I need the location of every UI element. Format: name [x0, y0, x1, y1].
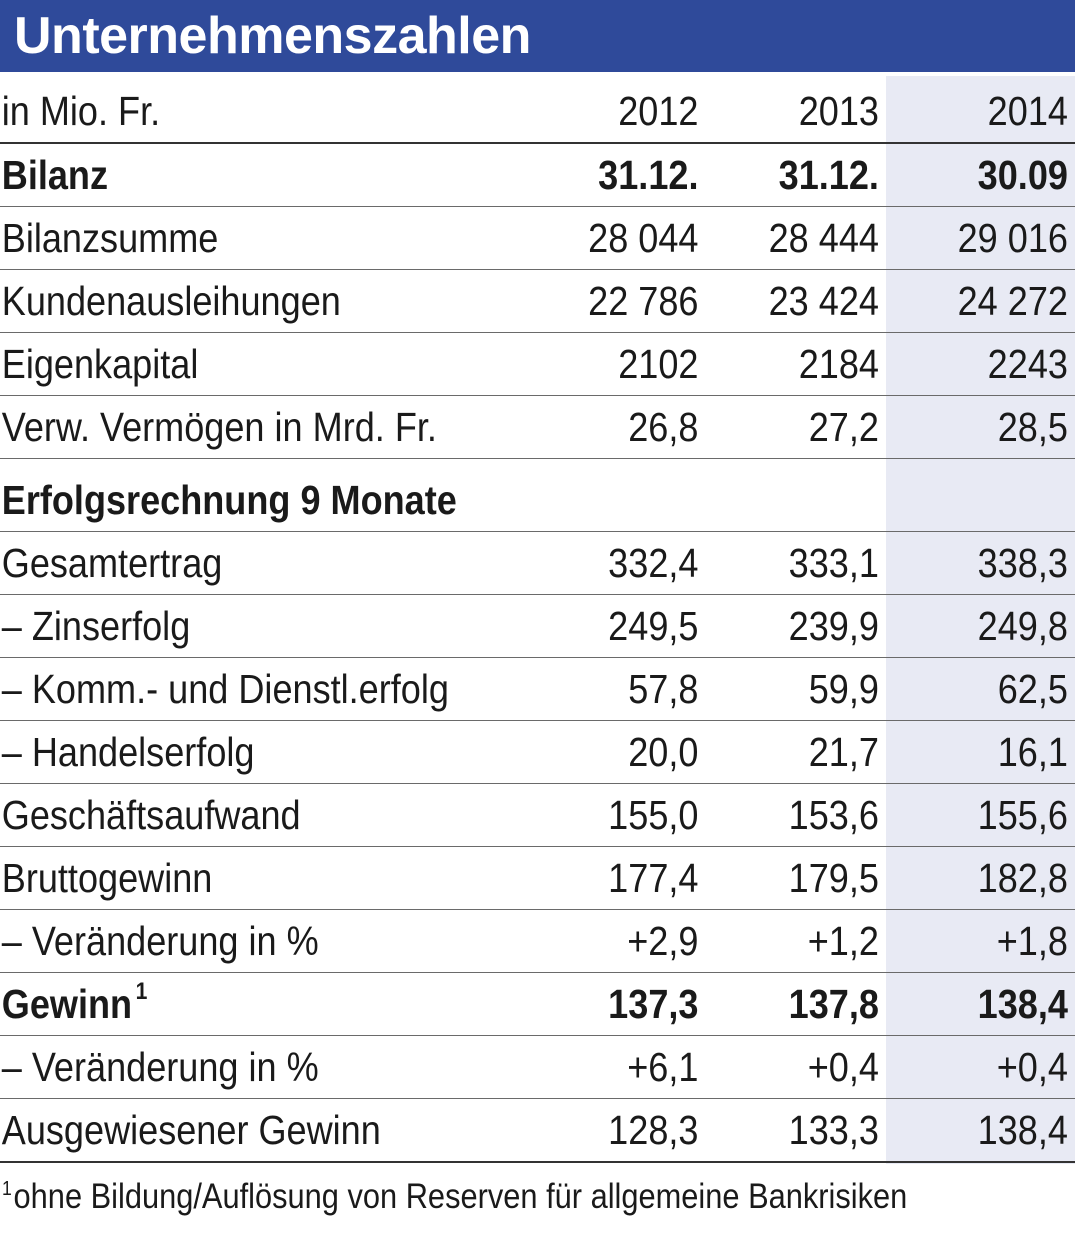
year-2014-header: 2014	[909, 76, 1075, 143]
bilanz-date-2012: 31.12.	[547, 143, 702, 207]
value-2012: 2102	[547, 333, 702, 396]
value-2014: +1,8	[909, 910, 1075, 973]
value-2012: 20,0	[547, 721, 702, 784]
value-2012: 26,8	[547, 396, 702, 459]
table-row	[0, 207, 1075, 270]
value-2013: 2184	[724, 333, 886, 396]
value-2012: +6,1	[547, 1036, 702, 1099]
table-row	[0, 910, 1075, 973]
row-label: – Zinserfolg	[0, 595, 463, 658]
value-2012: +2,9	[547, 910, 702, 973]
row-label: Gesamtertrag	[0, 532, 463, 595]
value-2012: 177,4	[547, 847, 702, 910]
table-row	[0, 595, 1075, 658]
gewinn-label-cell	[0, 973, 463, 1036]
value-2014: 29 016	[909, 207, 1075, 270]
page-title: Unternehmenszahlen	[14, 7, 531, 65]
table-row	[0, 784, 1075, 847]
row-label: Bruttogewinn	[0, 847, 463, 910]
value-2013: 179,5	[724, 847, 886, 910]
value-2014: +0,4	[909, 1036, 1075, 1099]
value-2014: 138,4	[909, 973, 1075, 1036]
value-2014: 28,5	[909, 396, 1075, 459]
value-2013: 239,9	[724, 595, 886, 658]
value-2014: 2243	[909, 333, 1075, 396]
table-header-row	[0, 76, 1075, 143]
row-label: Kundenausleihungen	[0, 270, 463, 333]
value-2013: 333,1	[724, 532, 886, 595]
row-label: – Komm.- und Dienstl.erfolg	[0, 658, 463, 721]
row-label: Verw. Vermögen in Mrd. Fr.	[0, 396, 463, 459]
gewinn-row	[0, 973, 1075, 1036]
value-2012: 249,5	[547, 595, 702, 658]
value-2014: 155,6	[909, 784, 1075, 847]
row-label: Geschäftsaufwand	[0, 784, 463, 847]
value-2014: 338,3	[909, 532, 1075, 595]
value-2013: +1,2	[724, 910, 886, 973]
bilanz-label: Bilanz	[0, 143, 463, 207]
value-2014: 24 272	[909, 270, 1075, 333]
value-2012: 137,3	[547, 973, 702, 1036]
gewinn-label: Gewinn	[1, 981, 133, 1027]
row-label: – Handelserfolg	[0, 721, 463, 784]
footnote-text: ohne Bildung/Auflösung von Reserven für allgemeine Bankrisiken	[13, 1177, 908, 1216]
value-2013: 59,9	[724, 658, 886, 721]
value-2013: 21,7	[724, 721, 886, 784]
value-2012: 57,8	[547, 658, 702, 721]
row-label: – Veränderung in %	[0, 910, 463, 973]
value-2013: +0,4	[724, 1036, 886, 1099]
value-2012: 332,4	[547, 532, 702, 595]
table-row	[0, 658, 1075, 721]
value-2012: 155,0	[547, 784, 702, 847]
unit-label: in Mio. Fr.	[0, 76, 463, 143]
value-2014: 249,8	[909, 595, 1075, 658]
value-2012: 22 786	[547, 270, 702, 333]
footnote-mark: 1	[135, 978, 148, 1006]
company-figures-table	[0, 76, 1075, 1163]
year-2013-header: 2013	[724, 76, 886, 143]
value-2012: 28 044	[547, 207, 702, 270]
value-2012: 128,3	[547, 1099, 702, 1163]
bilanz-date-2014: 30.09	[909, 143, 1075, 207]
value-2014: 182,8	[909, 847, 1075, 910]
table-row	[0, 1036, 1075, 1099]
bilanz-date-2013: 31.12.	[724, 143, 886, 207]
value-2014: 62,5	[909, 658, 1075, 721]
value-2013: 23 424	[724, 270, 886, 333]
table-row	[0, 333, 1075, 396]
bilanz-section-row	[0, 143, 1075, 207]
table-row	[0, 270, 1075, 333]
title-bar	[0, 0, 1075, 72]
value-2014: 16,1	[909, 721, 1075, 784]
value-2013: 133,3	[724, 1099, 886, 1163]
table-row	[0, 721, 1075, 784]
value-2013: 28 444	[724, 207, 886, 270]
value-2013: 153,6	[724, 784, 886, 847]
row-label: Bilanzsumme	[0, 207, 463, 270]
erfolgsrechnung-section-row	[0, 459, 1075, 532]
table-row	[0, 847, 1075, 910]
table-row	[0, 1099, 1075, 1163]
footnote	[2, 1170, 946, 1224]
footnote-number: 1	[2, 1178, 12, 1201]
year-2012-header: 2012	[547, 76, 702, 143]
row-label: Ausgewiesener Gewinn	[0, 1099, 463, 1163]
value-2014: 138,4	[909, 1099, 1075, 1163]
value-2013: 137,8	[724, 973, 886, 1036]
row-label: – Veränderung in %	[0, 1036, 463, 1099]
value-2013: 27,2	[724, 396, 886, 459]
erfolgsrechnung-label: Erfolgsrechnung 9 Monate	[0, 459, 463, 532]
row-label: Eigenkapital	[0, 333, 463, 396]
table-row	[0, 532, 1075, 595]
table-row	[0, 396, 1075, 459]
